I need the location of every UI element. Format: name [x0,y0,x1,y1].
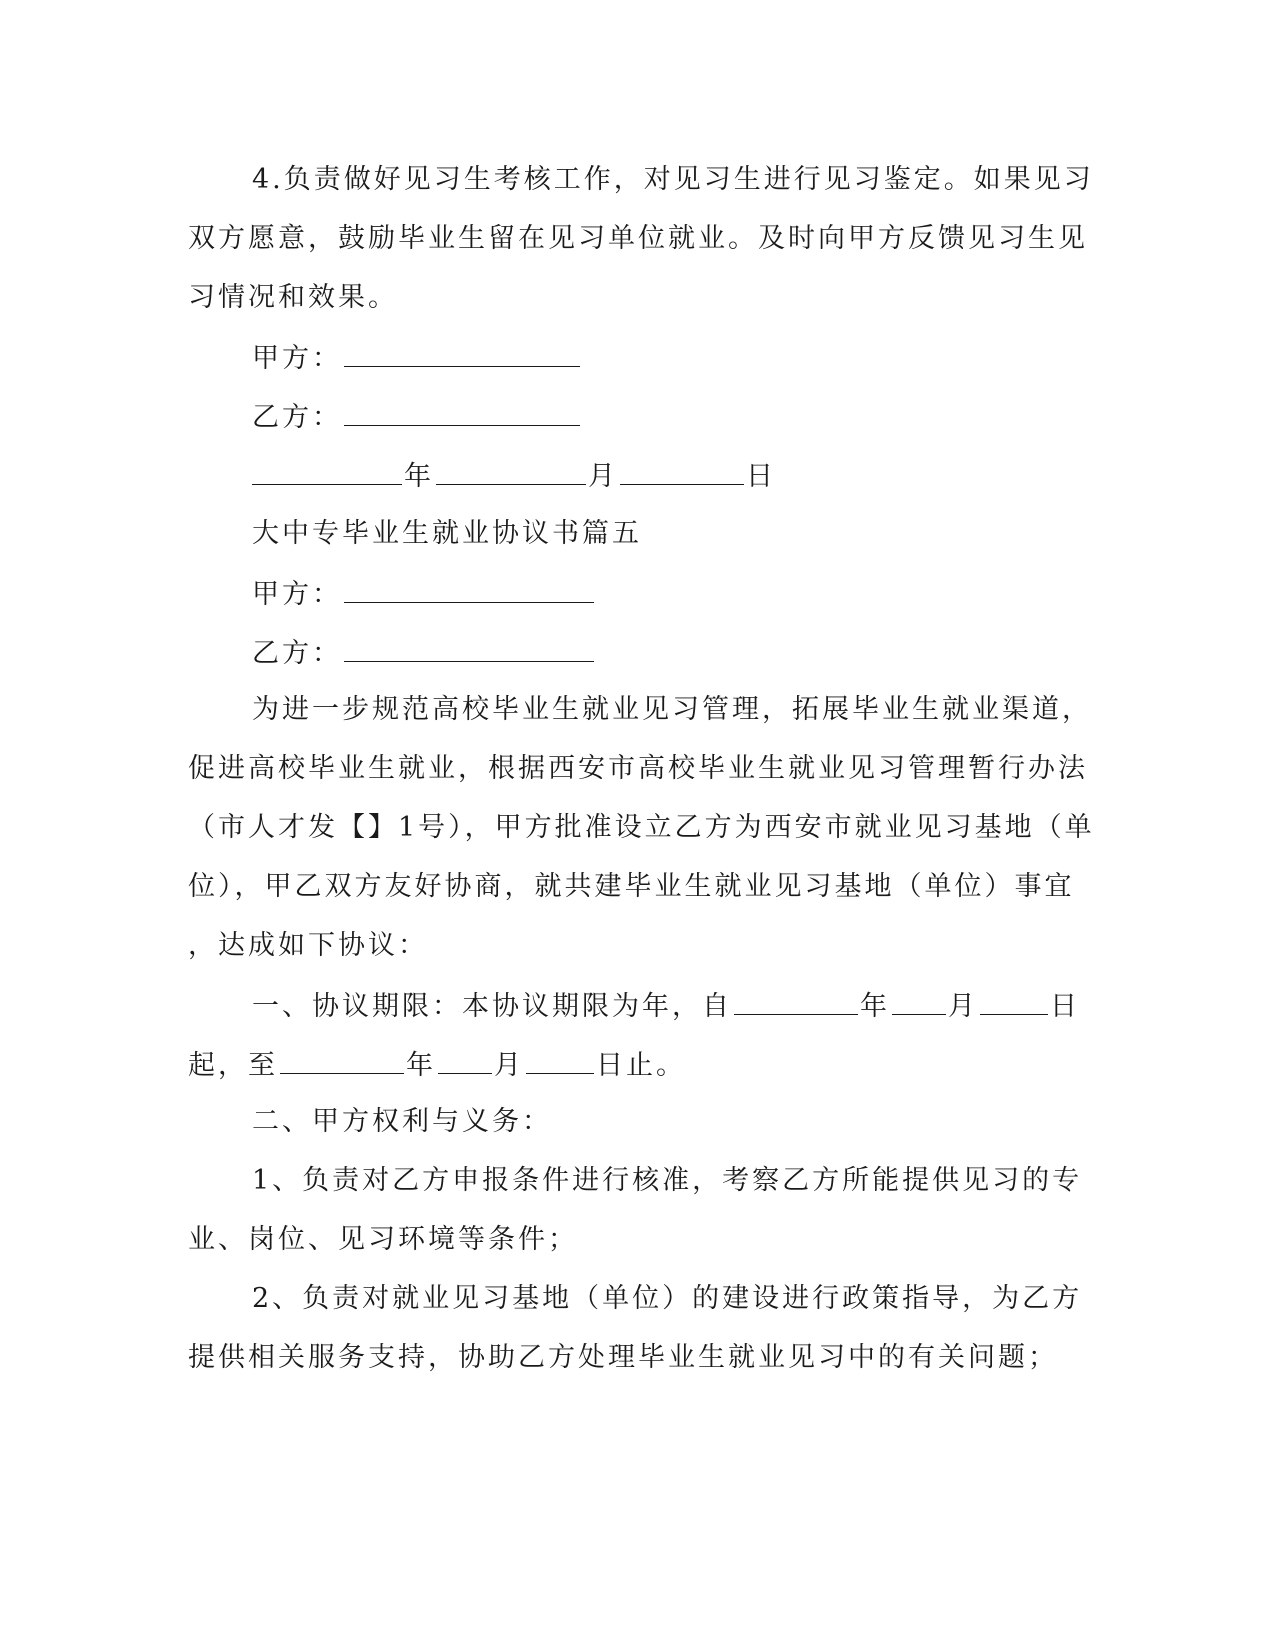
section-title: 大中专毕业生就业协议书篇五 [252,518,642,549]
signature-line-party-a [252,576,596,612]
paragraph-line: （市人才发【】1号），甲方批准设立乙方为西安市就业见习基地（单 [188,812,1095,843]
year-label: 年 [406,1050,436,1081]
month-blank [892,988,946,1015]
day-blank [620,458,744,485]
year-blank [252,458,402,485]
signature-line-party-b [252,399,582,435]
term-prefix: 一、协议期限：本协议期限为年，自 [252,991,732,1022]
paragraph-line: 1、负责对乙方申报条件进行核准，考察乙方所能提供见习的专 [252,1165,1083,1196]
date-line [250,458,776,494]
paragraph-line: 双方愿意，鼓励毕业生留在见习单位就业。及时向甲方反馈见习生见 [188,223,1088,254]
year-blank [734,988,858,1015]
year-blank [280,1047,404,1074]
paragraph-line: 位），甲乙双方友好协商，就共建毕业生就业见习基地（单位）事宜 [188,871,1075,902]
paragraph-line: 4.负责做好见习生考核工作，对见习生进行见习鉴定。如果见习 [252,164,1094,195]
day-blank [526,1047,594,1074]
month-label: 月 [494,1050,524,1081]
party-b-label: 乙方： [252,638,342,669]
section-heading: 二、甲方权利与义务： [252,1106,552,1137]
term-prefix: 起，至 [188,1050,278,1081]
month-label: 月 [588,461,618,492]
signature-blank [344,399,580,426]
signature-blank [344,340,580,367]
year-label: 年 [404,461,434,492]
paragraph-line: 提供相关服务支持，协助乙方处理毕业生就业见习中的有关问题； [188,1342,1058,1373]
paragraph-line: 促进高校毕业生就业，根据西安市高校毕业生就业见习管理暂行办法 [188,753,1088,784]
paragraph-line: 业、岗位、见习环境等条件； [188,1224,578,1255]
month-blank [438,1047,492,1074]
paragraph-line: 2、负责对就业见习基地（单位）的建设进行政策指导，为乙方 [252,1283,1083,1314]
year-label: 年 [860,991,890,1022]
day-label: 日 [1050,991,1080,1022]
paragraph-line: 习情况和效果。 [188,282,398,313]
paragraph-line: ，达成如下协议： [188,930,428,961]
party-a-label: 甲方： [252,579,342,610]
term-suffix: 日止。 [596,1050,686,1081]
signature-line-party-a [252,340,582,376]
day-label: 日 [746,461,776,492]
party-b-label: 乙方： [252,402,342,433]
party-a-label: 甲方： [252,343,342,374]
month-label: 月 [948,991,978,1022]
agreement-term-line [188,1047,686,1083]
signature-line-party-b [252,635,596,671]
day-blank [980,988,1048,1015]
paragraph-line: 为进一步规范高校毕业生就业见习管理，拓展毕业生就业渠道， [252,694,1092,725]
month-blank [436,458,586,485]
signature-blank [344,576,594,603]
signature-blank [344,635,594,662]
agreement-term-line [252,988,1080,1024]
